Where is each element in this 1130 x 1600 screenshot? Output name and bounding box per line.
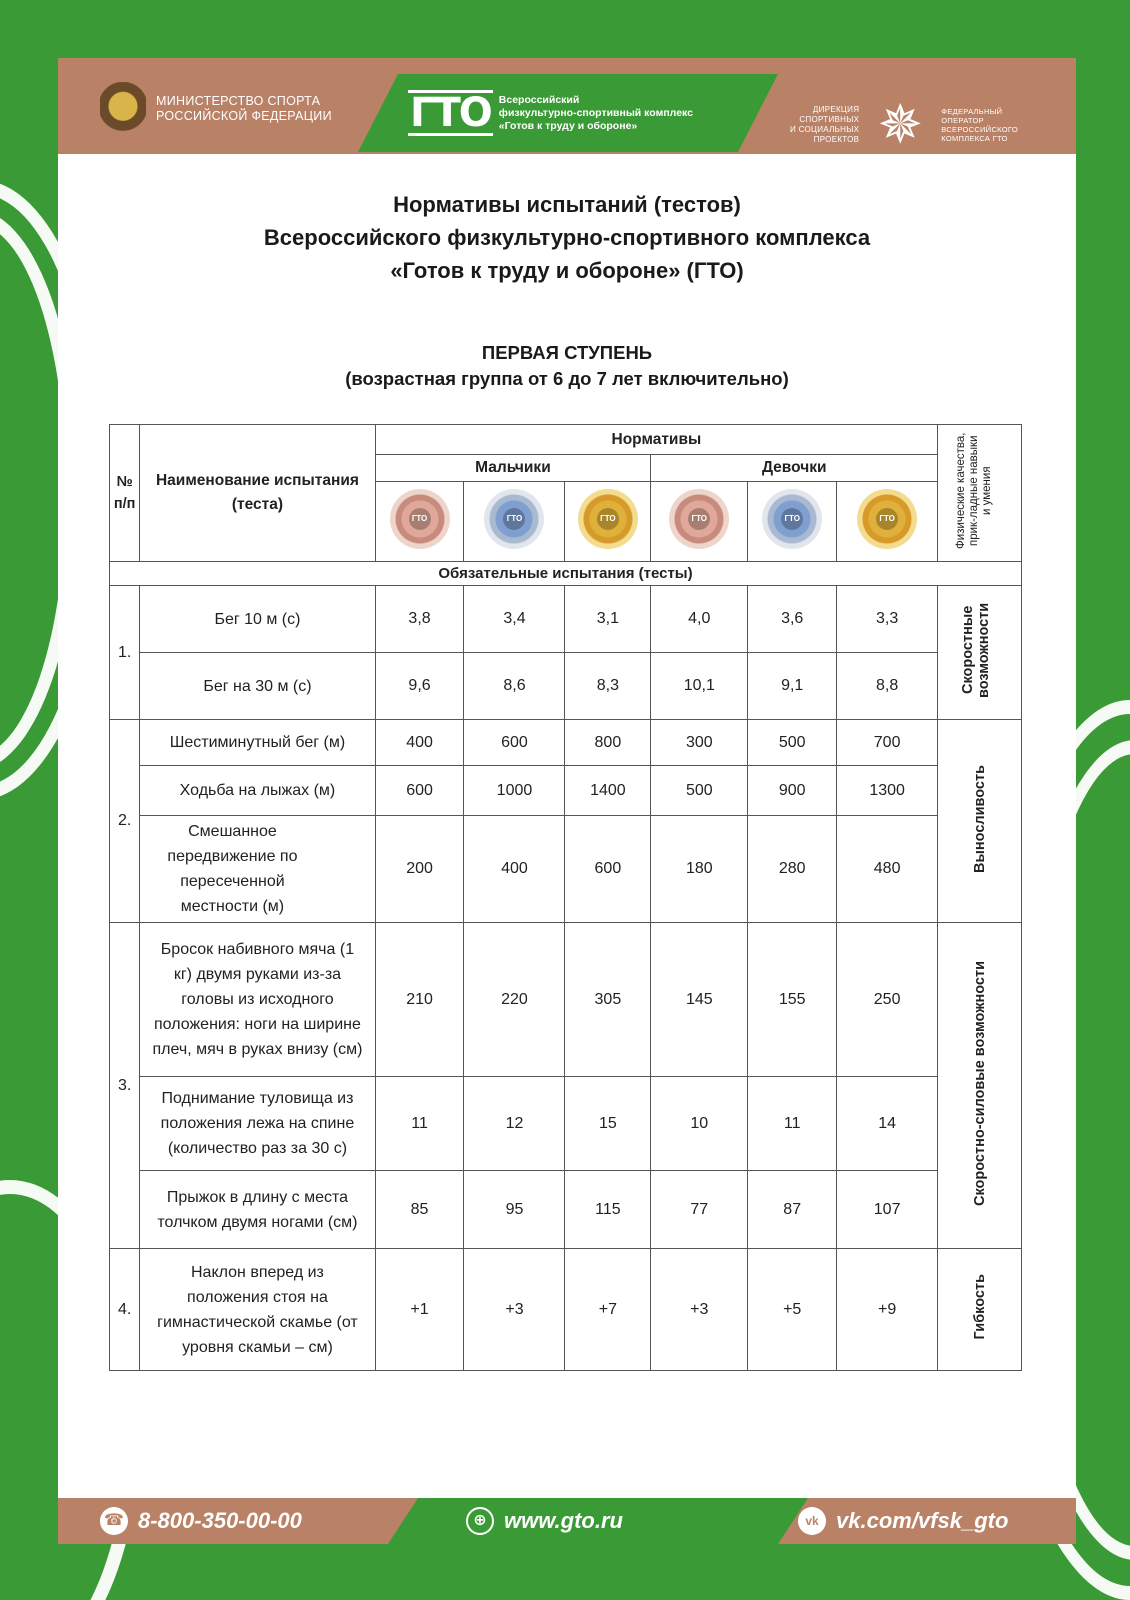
value-cell: 3,6 xyxy=(748,586,837,653)
footer-vk-link[interactable] xyxy=(798,1507,1008,1535)
value-cell: 900 xyxy=(748,766,837,816)
value-cell: 400 xyxy=(464,816,565,923)
value-cell: 9,6 xyxy=(375,653,464,720)
test-name: Бег 10 м (с) xyxy=(140,586,375,653)
value-cell: 3,1 xyxy=(565,586,651,653)
value-cell: 300 xyxy=(651,720,748,766)
footer-band xyxy=(58,1498,1076,1544)
value-cell: 115 xyxy=(565,1171,651,1249)
gto-line1: Всероссийский xyxy=(498,93,580,106)
badge-cell xyxy=(748,482,837,562)
value-cell: 600 xyxy=(565,816,651,923)
badge-cell xyxy=(464,482,565,562)
gto-line3: «Готов к труду и обороне» xyxy=(498,119,638,132)
test-name: Шестиминутный бег (м) xyxy=(140,720,375,766)
ministry-line1: МИНИСТЕРСТВО СПОРТА xyxy=(156,94,321,108)
section-row xyxy=(110,562,1022,586)
quality-label: Скоростные возможности xyxy=(959,602,992,698)
value-cell: 220 xyxy=(464,923,565,1077)
table-row xyxy=(110,1171,1022,1249)
bronze-badge-icon xyxy=(390,489,450,549)
page-title xyxy=(58,188,1076,287)
value-cell: 250 xyxy=(837,923,938,1077)
value-cell: 11 xyxy=(375,1077,464,1171)
value-cell: 11 xyxy=(748,1077,837,1171)
value-cell: 400 xyxy=(375,720,464,766)
value-cell: 500 xyxy=(748,720,837,766)
value-cell: 305 xyxy=(565,923,651,1077)
badge-cell xyxy=(565,482,651,562)
table-row xyxy=(110,1249,1022,1371)
value-cell: 480 xyxy=(837,816,938,923)
op-line2: ОПЕРАТОР xyxy=(941,116,984,125)
value-cell: +7 xyxy=(565,1249,651,1371)
quality-cell xyxy=(938,923,1022,1249)
header-norms: Нормативы xyxy=(375,425,938,455)
globe-icon: ⊕ xyxy=(466,1507,494,1535)
value-cell: 8,6 xyxy=(464,653,565,720)
dir-line3: И СОЦИАЛЬНЫХ xyxy=(790,125,860,134)
quality-cell xyxy=(938,586,1022,720)
document-page xyxy=(58,58,1076,1544)
value-cell: 145 xyxy=(651,923,748,1077)
op-line4: КОМПЛЕКСА ГТО xyxy=(941,134,1008,143)
table-row xyxy=(110,653,1022,720)
value-cell: 600 xyxy=(464,720,565,766)
value-cell: +1 xyxy=(375,1249,464,1371)
value-cell: 3,3 xyxy=(837,586,938,653)
test-name: Смешанное передвижение по пересеченной местности (м) xyxy=(140,816,375,923)
quality-cell xyxy=(938,720,1022,923)
dir-line2: СПОРТИВНЫХ xyxy=(799,115,860,124)
gto-brand xyxy=(408,90,693,136)
op-line3: ВСЕРОССИЙСКОГО xyxy=(941,125,1018,134)
value-cell: 3,4 xyxy=(464,586,565,653)
table-row xyxy=(110,586,1022,653)
value-cell: 12 xyxy=(464,1077,565,1171)
silver-badge-icon xyxy=(762,489,822,549)
value-cell: 3,8 xyxy=(375,586,464,653)
phone-number: 8-800-350-00-00 xyxy=(138,1508,302,1533)
section-mandatory: Обязательные испытания (тесты) xyxy=(110,562,1022,586)
table-row xyxy=(110,766,1022,816)
silver-badge-icon xyxy=(484,489,544,549)
group-num: 4. xyxy=(110,1249,140,1371)
test-name: Бег на 30 м (с) xyxy=(140,653,375,720)
value-cell: 8,8 xyxy=(837,653,938,720)
header-girls: Девочки xyxy=(651,455,938,482)
value-cell: 15 xyxy=(565,1077,651,1171)
norms-table xyxy=(109,424,1022,1371)
quality-label: Выносливость xyxy=(971,764,988,873)
group-num: 3. xyxy=(110,923,140,1249)
test-name: Поднимание туловища из положения лежа на спине (количество раз за 30 с) xyxy=(140,1077,375,1171)
page-subtitle xyxy=(58,340,1076,392)
directorate-block xyxy=(790,92,1018,158)
header-boys: Мальчики xyxy=(375,455,651,482)
gto-line2: физкультурно-спортивный комплекс xyxy=(498,106,694,119)
badge-cell xyxy=(375,482,464,562)
value-cell: 95 xyxy=(464,1171,565,1249)
header-num: № п/п xyxy=(110,425,140,562)
title-line2: Всероссийского физкультурно-спортивного комплекса xyxy=(263,225,871,250)
value-cell: +9 xyxy=(837,1249,938,1371)
vk-icon: vk xyxy=(798,1507,826,1535)
badge-cell xyxy=(651,482,748,562)
value-cell: 800 xyxy=(565,720,651,766)
value-cell: +5 xyxy=(748,1249,837,1371)
value-cell: 210 xyxy=(375,923,464,1077)
coat-of-arms-icon xyxy=(100,82,146,136)
value-cell: +3 xyxy=(464,1249,565,1371)
dir-line1: ДИРЕКЦИЯ xyxy=(812,105,860,114)
value-cell: 180 xyxy=(651,816,748,923)
table-row xyxy=(110,1077,1022,1171)
value-cell: 9,1 xyxy=(748,653,837,720)
op-line1: ФЕДЕРАЛЬНЫЙ xyxy=(941,107,1003,116)
test-name: Наклон вперед из положения стоя на гимнастической скамье (от уровня скамьи – см) xyxy=(140,1249,375,1371)
value-cell: +3 xyxy=(651,1249,748,1371)
star-emblem-icon: ✵ xyxy=(877,95,923,155)
ministry-block xyxy=(100,82,332,136)
value-cell: 1300 xyxy=(837,766,938,816)
value-cell: 85 xyxy=(375,1171,464,1249)
value-cell: 10,1 xyxy=(651,653,748,720)
qualities-label: Физические качества, прик-ладные навыки и умения xyxy=(954,432,993,549)
table-row xyxy=(110,816,1022,923)
phone-icon: ☎ xyxy=(100,1507,128,1535)
header-band xyxy=(58,58,1076,154)
value-cell: 1400 xyxy=(565,766,651,816)
value-cell: 87 xyxy=(748,1171,837,1249)
value-cell: 10 xyxy=(651,1077,748,1171)
subtitle-line1: ПЕРВАЯ СТУПЕНЬ xyxy=(481,342,653,363)
footer-site-link[interactable] xyxy=(466,1507,623,1535)
badge-cell xyxy=(837,482,938,562)
value-cell: 700 xyxy=(837,720,938,766)
quality-cell xyxy=(938,1249,1022,1371)
gto-logo: ГТО xyxy=(410,90,491,136)
title-line1: Нормативы испытаний (тестов) xyxy=(393,192,741,217)
value-cell: 107 xyxy=(837,1171,938,1249)
table-row xyxy=(110,923,1022,1077)
bronze-badge-icon xyxy=(669,489,729,549)
value-cell: 280 xyxy=(748,816,837,923)
site-url: www.gto.ru xyxy=(504,1508,623,1533)
gold-badge-icon xyxy=(578,489,638,549)
group-num: 2. xyxy=(110,720,140,923)
test-name: Бросок набивного мяча (1 кг) двумя руками из-за головы из исходного положения: ноги на ширине плеч, мяч в руках внизу (см) xyxy=(140,923,375,1077)
value-cell: 4,0 xyxy=(651,586,748,653)
table-row xyxy=(110,720,1022,766)
test-name: Прыжок в длину с места толчком двумя ногами (см) xyxy=(140,1171,375,1249)
quality-label: Гибкость xyxy=(971,1274,988,1340)
value-cell: 200 xyxy=(375,816,464,923)
quality-label: Скоростно-силовые возможности xyxy=(971,960,988,1206)
footer-phone[interactable] xyxy=(100,1507,302,1535)
title-line3: «Готов к труду и обороне» (ГТО) xyxy=(390,258,744,283)
value-cell: 8,3 xyxy=(565,653,651,720)
test-name: Ходьба на лыжах (м) xyxy=(140,766,375,816)
subtitle-line2: (возрастная группа от 6 до 7 лет включительно) xyxy=(345,368,789,389)
value-cell: 600 xyxy=(375,766,464,816)
header-qualities xyxy=(938,425,1022,562)
value-cell: 14 xyxy=(837,1077,938,1171)
value-cell: 500 xyxy=(651,766,748,816)
value-cell: 155 xyxy=(748,923,837,1077)
header-name: Наименование испытания (теста) xyxy=(140,425,375,562)
dir-line4: ПРОЕКТОВ xyxy=(813,135,860,144)
value-cell: 1000 xyxy=(464,766,565,816)
value-cell: 77 xyxy=(651,1171,748,1249)
gold-badge-icon xyxy=(857,489,917,549)
vk-url: vk.com/vfsk_gto xyxy=(836,1508,1009,1533)
ministry-line2: РОССИЙСКОЙ ФЕДЕРАЦИИ xyxy=(156,109,332,123)
group-num: 1. xyxy=(110,586,140,720)
